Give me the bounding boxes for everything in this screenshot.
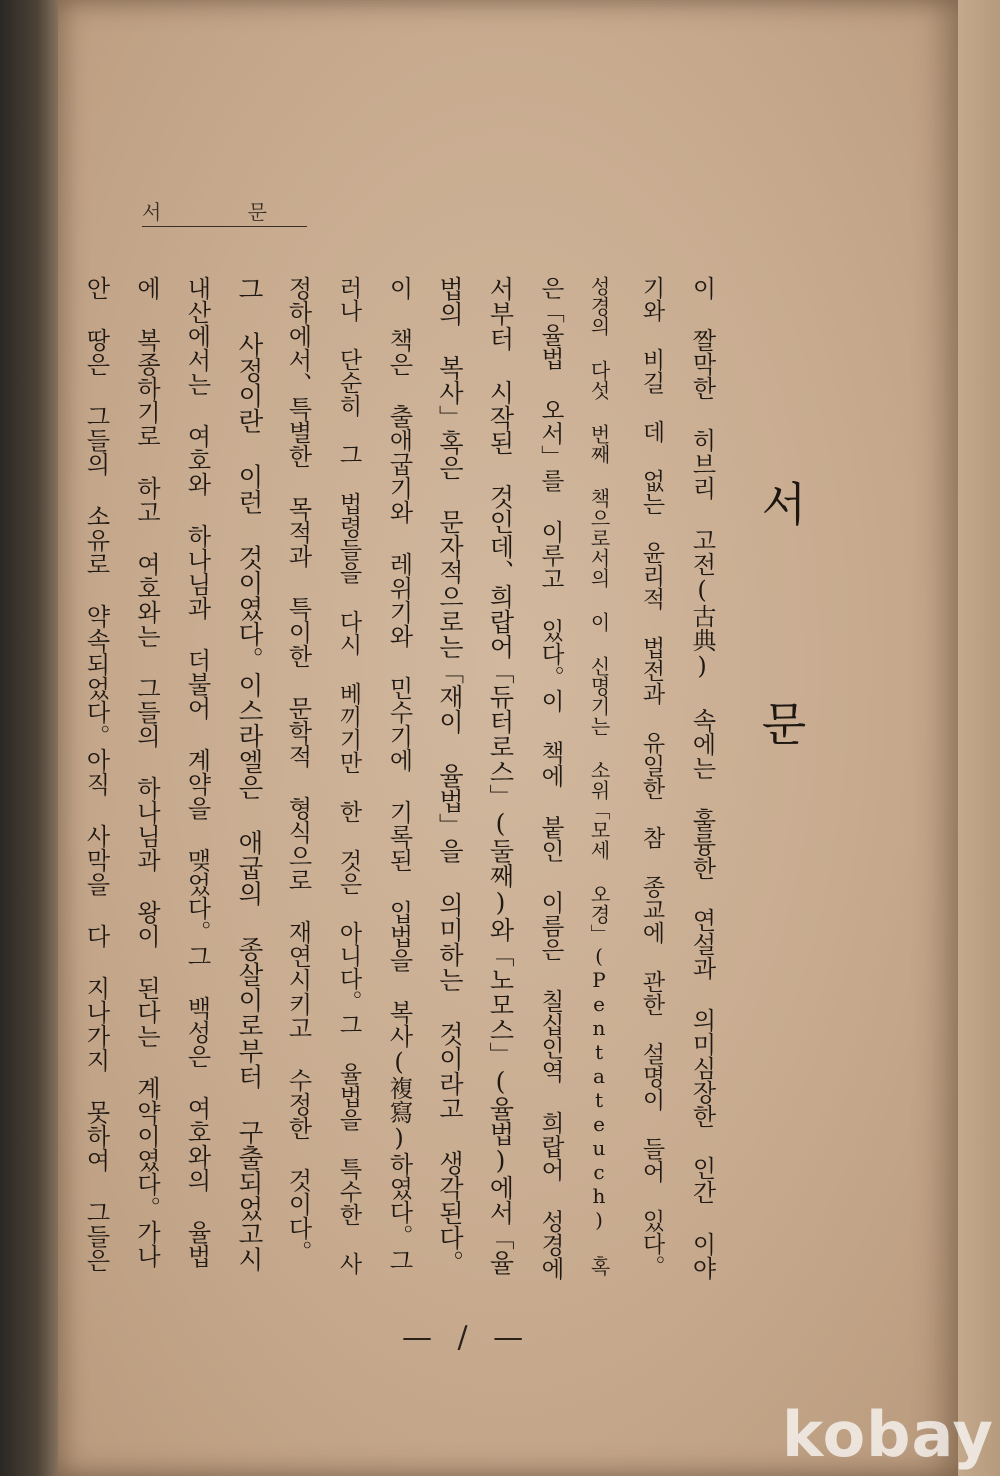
text-column-2: 기와 비길 데 없는 윤리적 법전과 유일한 참 종교에 관한 설명이 들어 있다。 xyxy=(638,276,665,1278)
page-number: — / — xyxy=(402,1320,532,1355)
text-column-3: 성경의 다섯 번째 책으로서의 이 신명기는 소위「모세 오경」(Pentateuch) 혹 xyxy=(587,276,611,1276)
text-column-4: 은「율법 오서」를 이루고 있다。이 책에 붙인 이름은 칠십인역 희랍어 성경에 xyxy=(537,276,565,1280)
text-column-8: 러나 단순히 그 법령들을 다시 베끼기만 한 것은 아니다。그 율법을 특수한 사 xyxy=(335,276,362,1275)
text-column-9: 정하에서、특별한 목적과 특이한 문학적 형식으로 재연시키고 수정한 것이다。 xyxy=(284,276,312,1264)
text-column-6: 법의 복사」혹은 문자적으로는「재이 율법」을 의미하는 것이라고 생각된다。 xyxy=(435,276,465,1275)
text-column-10: 그 사정이란 이런 것이였다。이스라엘은 애굽의 종살이로부터 구출되었고시 xyxy=(234,276,264,1272)
text-column-5: 서부터 시작된 것인데、희랍어「듀터로스」(둘째)와「노모스」(율법)에서「율 xyxy=(486,276,515,1275)
text-column-13: 안 땅은 그들의 소유로 약속되었다。아직 사막을 다 지나가지 못하여 그들은 xyxy=(82,276,110,1272)
running-head: 서 문 xyxy=(142,196,307,227)
text-column-1: 이 짤막한 히브리 고전(古典) 속에는 훌륭한 연설과 의미심장한 인간 이야 xyxy=(688,276,716,1280)
watermark-logo: kobay xyxy=(782,1398,994,1471)
left-page-edge xyxy=(0,0,62,1476)
text-column-7: 이 책은 출애굽기와 레위기와 민수기에 기록된 입법을 복사(複寫)하였다。그 xyxy=(385,276,413,1272)
chapter-title: 서 문 xyxy=(754,480,808,806)
text-column-12: 에 복종하기로 하고 여호와는 그들의 하나님과 왕이 된다는 계약이였다。가나 xyxy=(132,276,161,1268)
text-column-11: 내산에서는 여호와 하나님과 더불어 계약을 맺었다。그 백성은 여호와의 율법 xyxy=(183,276,211,1268)
